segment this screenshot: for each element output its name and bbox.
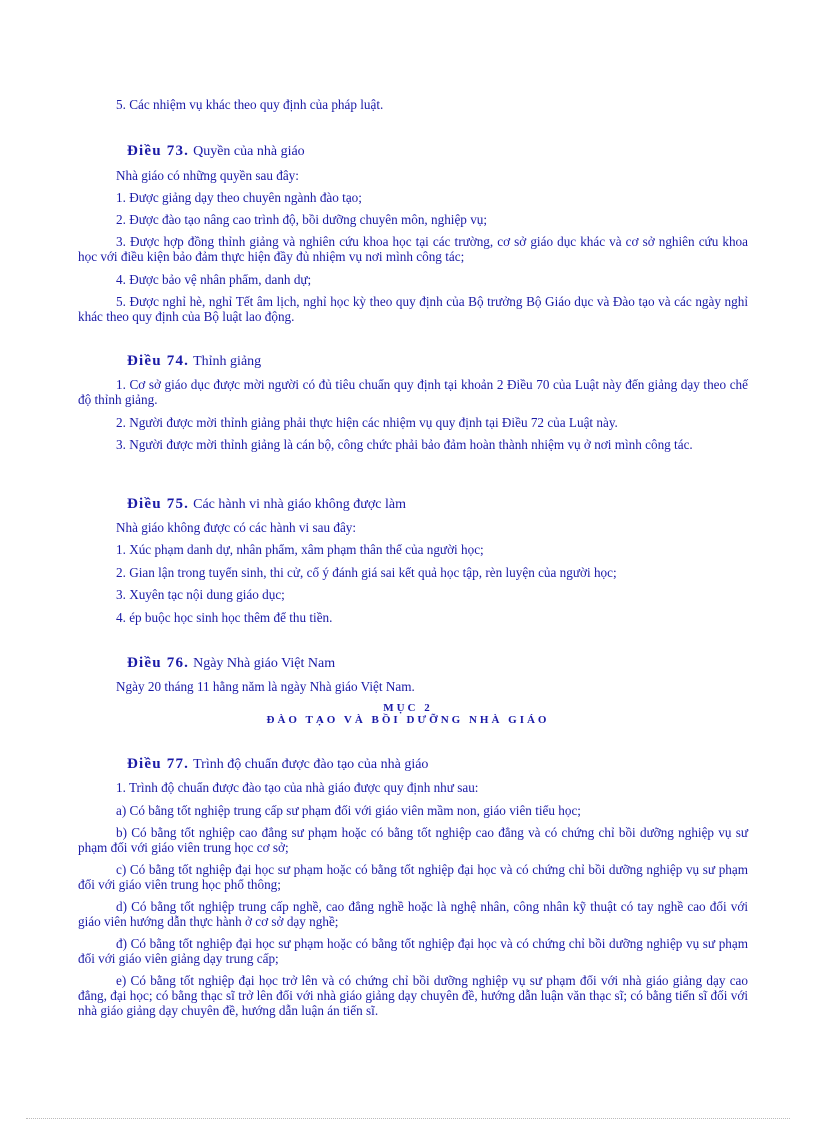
- paragraph: 5. Các nhiệm vụ khác theo quy định của pháp luật.: [116, 97, 384, 112]
- paragraph: c) Có bằng tốt nghiệp đại học sư phạm hoặc có bằng tốt nghiệp đại học và có chứng chỉ bồi dưỡng nghiệp vụ sư phạm đối với giáo viên trung học phổ thông;: [78, 862, 748, 892]
- article-heading: [127, 756, 428, 773]
- article-title: Các hành vi nhà giáo không được làm: [193, 497, 406, 512]
- article-title: Ngày Nhà giáo Việt Nam: [193, 656, 336, 671]
- paragraph: 1. Được giảng dạy theo chuyên ngành đào tạo;: [116, 190, 362, 205]
- section-label: MỤC 2: [383, 702, 433, 714]
- paragraph: 3. Người được mời thỉnh giảng là cán bộ, công chức phải bảo đảm hoàn thành nhiệm vụ ở nơi mình công tác.: [116, 437, 693, 452]
- paragraph: 2. Người được mời thỉnh giảng phải thực hiện các nhiệm vụ quy định tại Điều 72 của Luật này.: [116, 415, 618, 430]
- article-number: Điều 74.: [127, 353, 190, 369]
- paragraph: 3. Được hợp đồng thỉnh giảng và nghiên cứu khoa học tại các trường, cơ sở giáo dục khác và cơ sở nghiên cứu khoa học với điều kiện bảo đảm thực hiện đầy đủ nhiệm vụ nơi mình công tác;: [78, 234, 748, 264]
- article-heading: [127, 496, 406, 513]
- paragraph: 4. Được bảo vệ nhân phẩm, danh dự;: [116, 272, 312, 287]
- paragraph: b) Có bằng tốt nghiệp cao đẳng sư phạm hoặc có bằng tốt nghiệp cao đẳng và có chứng chỉ bồi dưỡng nghiệp vụ sư phạm đối với giáo viên trung học cơ sở;: [78, 825, 748, 855]
- article-title: Trình độ chuẩn được đào tạo của nhà giáo: [193, 757, 429, 772]
- paragraph: Ngày 20 tháng 11 hằng năm là ngày Nhà giáo Việt Nam.: [116, 679, 415, 694]
- paragraph: 2. Được đào tạo nâng cao trình độ, bồi dưỡng chuyên môn, nghiệp vụ;: [116, 212, 488, 227]
- paragraph: a) Có bằng tốt nghiệp trung cấp sư phạm đối với giáo viên mầm non, giáo viên tiểu học;: [116, 803, 581, 818]
- paragraph: e) Có bằng tốt nghiệp đại học trở lên và có chứng chỉ bồi dưỡng nghiệp vụ sư phạm đối với nhà giáo giảng dạy cao đẳng, đại học; có bằng thạc sĩ trở lên đối với nhà giáo giảng dạy chuyên đề, hướng dẫn luận văn thạc sĩ; có bằng tiến sĩ đối với nhà giáo giảng dạy chuyên đề, hướng dẫn luận án tiến sĩ.: [78, 973, 748, 1018]
- page-bottom-rule: [26, 1118, 790, 1119]
- article-number: Điều 77.: [127, 756, 190, 772]
- paragraph: 5. Được nghỉ hè, nghỉ Tết âm lịch, nghỉ học kỳ theo quy định của Bộ trưởng Bộ Giáo dục và Đào tạo và các ngày nghỉ khác theo quy định của Bộ luật lao động.: [78, 294, 748, 324]
- paragraph: d) Có bằng tốt nghiệp trung cấp nghề, cao đẳng nghề hoặc là nghệ nhân, công nhân kỹ thuật có tay nghề cao đối với giáo viên hướng dẫn thực hành ở cơ sở dạy nghề;: [78, 899, 748, 929]
- paragraph: Nhà giáo không được có các hành vi sau đây:: [116, 520, 357, 535]
- paragraph: 2. Gian lận trong tuyển sinh, thi cử, cố ý đánh giá sai kết quả học tập, rèn luyện của người học;: [116, 565, 617, 580]
- paragraph: 1. Xúc phạm danh dự, nhân phẩm, xâm phạm thân thể của người học;: [116, 542, 484, 557]
- paragraph: đ) Có bằng tốt nghiệp đại học sư phạm hoặc có bằng tốt nghiệp đại học và có chứng chỉ bồi dưỡng nghiệp vụ sư phạm đối với giáo viên giảng dạy trung cấp;: [78, 936, 748, 966]
- article-number: Điều 76.: [127, 655, 190, 671]
- article-number: Điều 75.: [127, 496, 190, 512]
- section-title: ĐÀO TẠO VÀ BỒI DƯỠNG NHÀ GIÁO: [266, 714, 550, 726]
- paragraph: 1. Trình độ chuẩn được đào tạo của nhà giáo được quy định như sau:: [116, 780, 479, 795]
- paragraph: 4. ép buộc học sinh học thêm để thu tiền.: [116, 610, 333, 625]
- article-number: Điều 73.: [127, 143, 190, 159]
- article-heading: [127, 353, 261, 370]
- article-title: Quyền của nhà giáo: [193, 144, 305, 159]
- paragraph: 3. Xuyên tạc nội dung giáo dục;: [116, 587, 285, 602]
- article-heading: [127, 655, 335, 672]
- paragraph: 1. Cơ sở giáo dục được mời người có đủ tiêu chuẩn quy định tại khoản 2 Điều 70 của Luật này đến giảng dạy theo chế độ thỉnh giảng.: [78, 377, 748, 407]
- article-title: Thỉnh giảng: [193, 354, 262, 369]
- article-heading: [127, 143, 305, 160]
- paragraph: Nhà giáo có những quyền sau đây:: [116, 168, 299, 183]
